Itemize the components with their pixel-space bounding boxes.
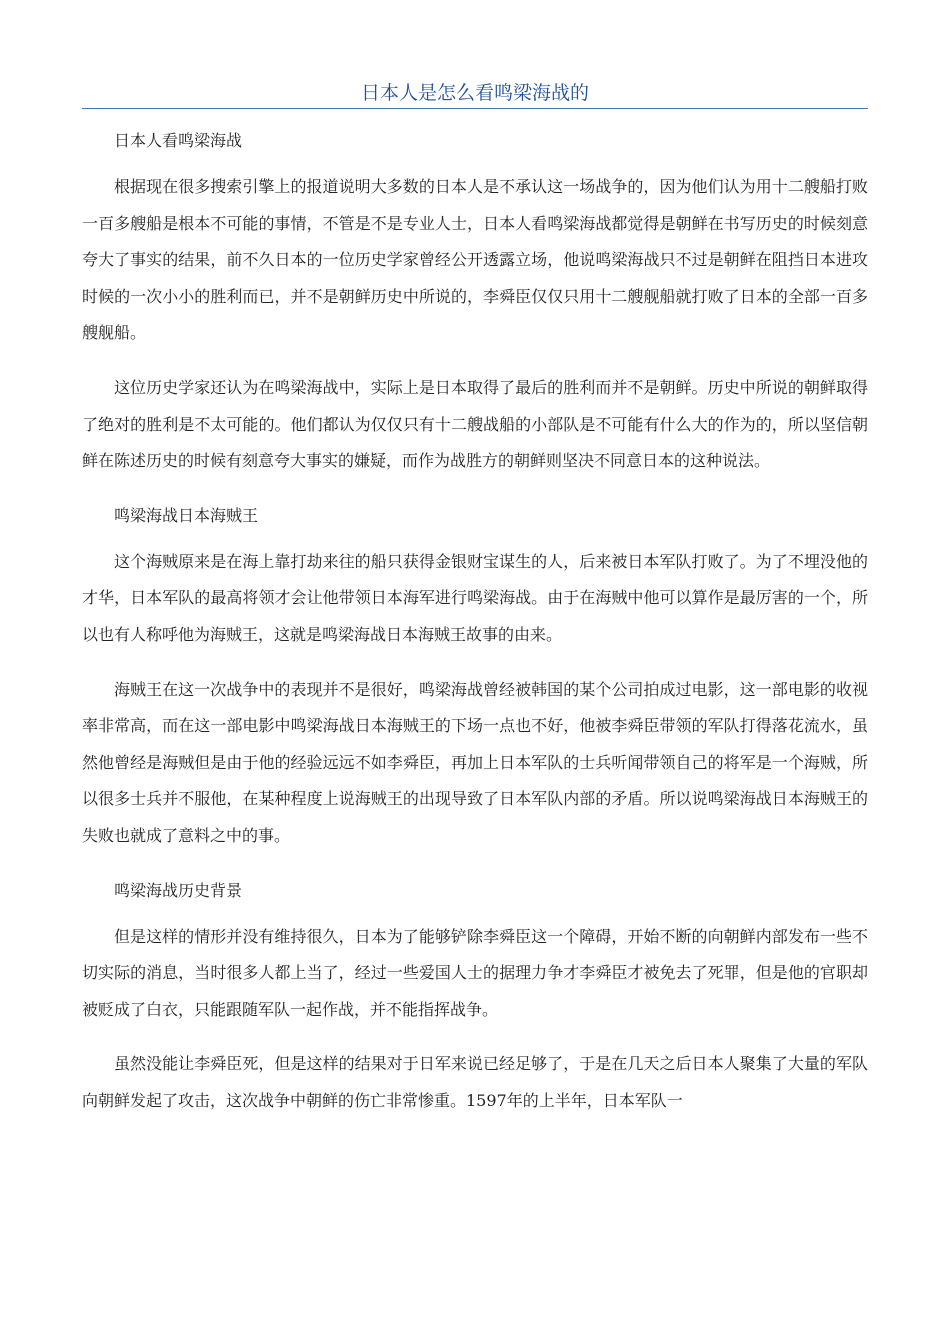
paragraph: 根据现在很多搜索引擎上的报道说明大多数的日本人是不承认这一场战争的，因为他们认为用十二艘船打败一百多艘船是根本不可能的事情，不管是不是专业人士，日本人看鸣梁海战都觉得是朝鲜在书写历史的时候刻意夸大了事实的结果，前不久日本的一位历史学家曾经公开透露立场，他说鸣梁海战只不过是朝鲜在阻挡日本进攻时候的一次小小的胜利而已，并不是朝鲜历史中所说的，李舜臣仅仅只用十二艘舰船就打败了日本的全部一百多艘舰船。 xyxy=(82,177,868,343)
document-title: 日本人是怎么看鸣梁海战的 xyxy=(360,82,589,104)
paragraph: 但是这样的情形并没有维持很久，日本为了能够铲除李舜臣这一个障碍，开始不断的向朝鲜内部发布一些不切实际的消息，当时很多人都上当了，经过一些爱国人士的据理力争才李舜臣才被免去了死罪，但是他的官职却被贬成了白衣，只能跟随军队一起作战，并不能指挥战争。 xyxy=(82,926,868,1019)
paragraph: 海贼王在这一次战争中的表现并不是很好，鸣梁海战曾经被韩国的某个公司拍成过电影，这一部电影的收视率非常高，而在这一部电影中鸣梁海战日本海贼王的下场一点也不好，他被李舜臣带领的军队打得落花流水，虽然他曾经是海贼但是由于他的经验远远不如李舜臣，再加上日本军队的士兵听闻带领自己的将军是一个海贼，所以很多士兵并不服他，在某种程度上说海贼王的出现导致了日本军队内部的矛盾。所以说鸣梁海战日本海贼王的失败也就成了意料之中的事。 xyxy=(82,679,868,845)
section-pirate-king xyxy=(82,498,868,873)
section-japanese-view xyxy=(82,123,868,498)
section-heading: 鸣梁海战历史背景 xyxy=(114,880,243,900)
paragraph: 虽然没能让李舜臣死，但是这样的结果对于日军来说已经足够了，于是在几天之后日本人聚集了大量的军队向朝鲜发起了攻击，这次战争中朝鲜的伤亡非常惨重。1597年的上半年，日本军队一 xyxy=(82,1054,868,1110)
document-body xyxy=(82,123,868,1119)
paragraph: 这个海贼原来是在海上靠打劫来往的船只获得金银财宝谋生的人，后来被日本军队打败了。为了不埋没他的才华，日本军队的最高将领才会让他带领日本海军进行鸣梁海战。由于在海贼中他可以算作是最厉害的一个，所以也有人称呼他为海贼王，这就是鸣梁海战日本海贼王故事的由来。 xyxy=(82,551,868,644)
paragraph: 这位历史学家还认为在鸣梁海战中，实际上是日本取得了最后的胜利而并不是朝鲜。历史中所说的朝鲜取得了绝对的胜利是不太可能的。他们都认为仅仅只有十二艘战船的小部队是不可能有什么大的作为的，所以坚信朝鲜在陈述历史的时候有刻意夸大事实的嫌疑，而作为战胜方的朝鲜则坚决不同意日本的这种说法。 xyxy=(82,377,868,471)
section-historical-background xyxy=(82,873,868,1120)
section-heading: 日本人看鸣梁海战 xyxy=(114,131,243,150)
section-heading: 鸣梁海战日本海贼王 xyxy=(114,505,259,525)
title-divider xyxy=(82,108,868,109)
